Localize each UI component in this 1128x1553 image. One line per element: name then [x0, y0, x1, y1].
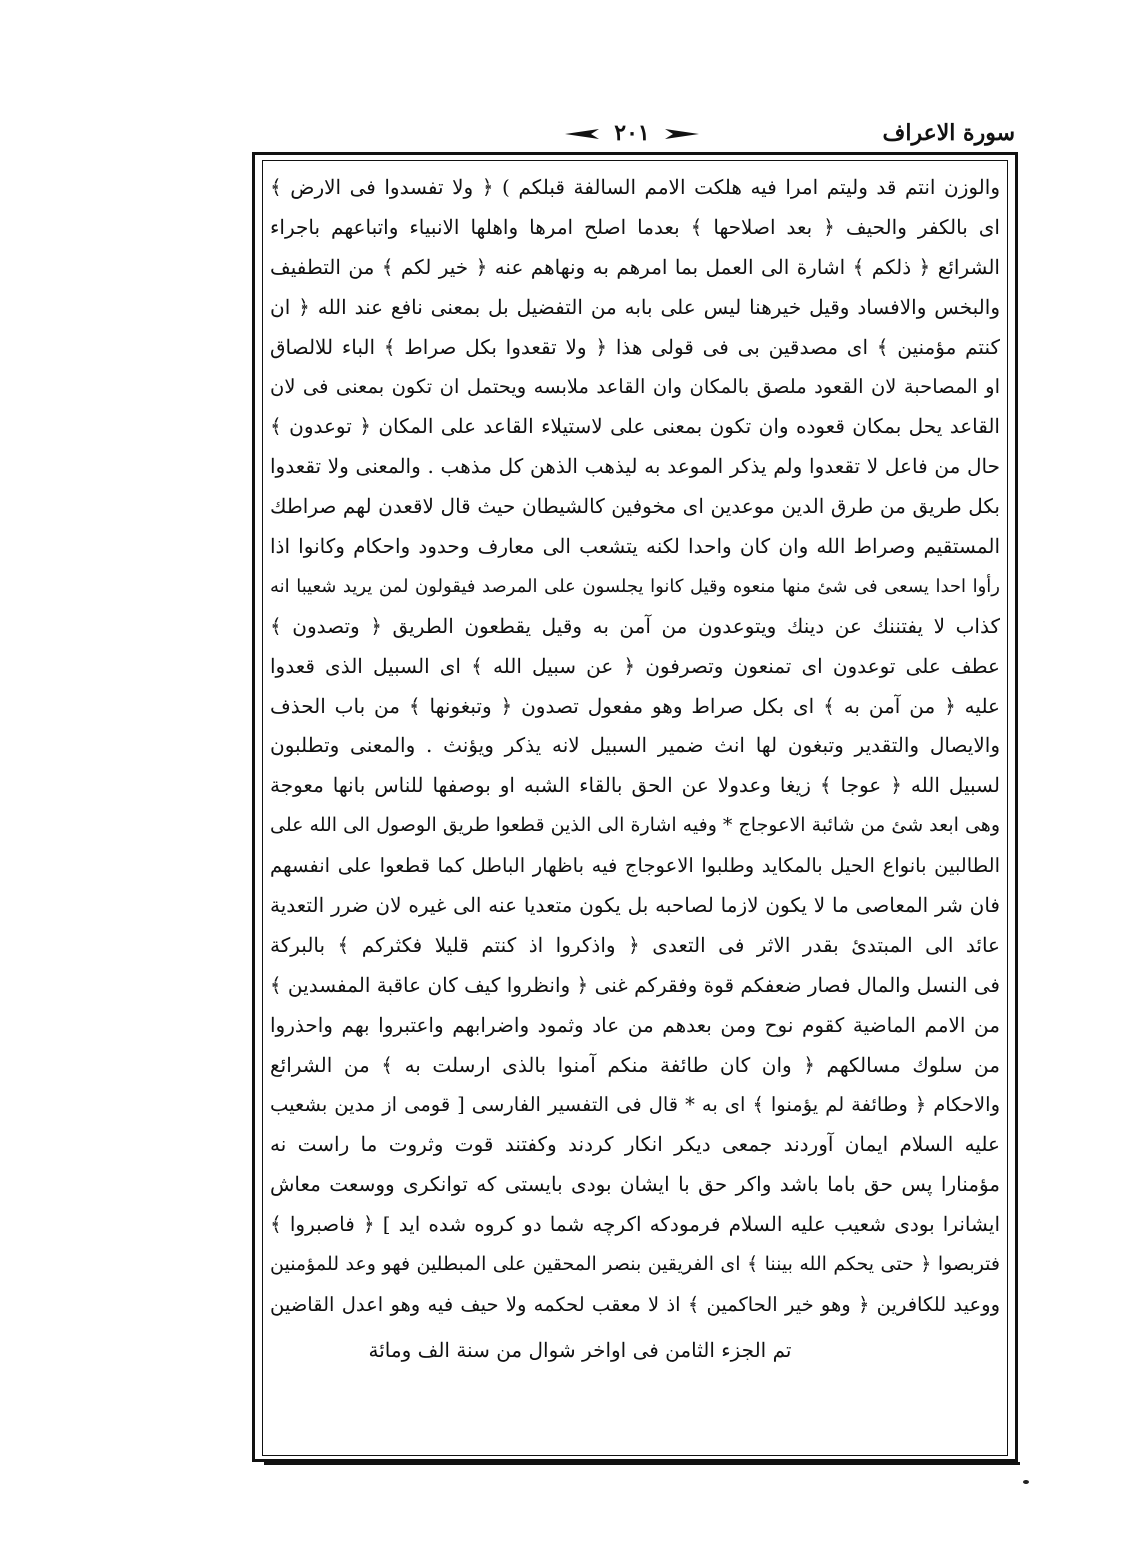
text-line: ايشانرا بودى شعيب عليه السلام فرمودكه اكرچه شما دو كروه شده ايد ] ﴿ فاصبروا ﴾ — [270, 1212, 1000, 1237]
text-line: وهى ابعد شئ من شائبة الاعوجاج * وفيه اشارة الى الذين قطعوا طريق الوصول الى الله على — [270, 814, 1000, 837]
text-line: من سلوك مسالكهم ﴿ وان كان طائفة منكم آمنوا بالذى ارسلت به ﴾ من الشرائع — [270, 1052, 1000, 1077]
text-line: او المصاحبة لان القعود ملصق بالمكان وان القاعد ملابسه ويحتمل ان تكون بمعنى فى لان — [270, 375, 1000, 399]
text-line: الطالبين بانواع الحيل بالمكايد وطلبوا الاعوجاج فيه باظهار الباطل كما قطعوا على انفسهم — [270, 854, 1000, 878]
text-line: المستقيم وصراط الله وان كان واحدا لكنه يتشعب الى معارف وحدود واحكام وكانوا اذا — [270, 534, 1000, 559]
text-line: فان شر المعاصى ما لا يكون لازما لصاحبه بل يكون متعديا عنه الى غيره لان ضرر التعدية — [270, 893, 1000, 918]
text-line: كنتم مؤمنين ﴾ اى مصدقين بى فى قولى هذا ﴿ ولا تقعدوا بكل صراط ﴾ الباء للالصاق — [270, 334, 1000, 359]
text-line: والوزن انتم قد وليتم امرا فيه هلكت الامم السالفة قبلكم ) ﴿ ولا تفسدوا فى الارض ﴾ — [270, 175, 1000, 199]
text-line: بكل طريق من طرق الدين موعدين اى مخوفين كالشيطان حيث قال لاقعدن لهم صراطك — [270, 494, 1000, 519]
page-header — [255, 118, 1015, 154]
bottom-rule — [264, 1462, 1020, 1465]
text-line: اى بالكفر والحيف ﴿ بعد اصلاحها ﴾ بعدما اصلح امرها واهلها الانبياء واتباعهم باجراء — [270, 214, 1000, 239]
closing-colophon: تم الجزء الثامن فى اواخر شوال من سنة الف ومائة — [368, 1338, 792, 1362]
text-line: من الامم الماضية كقوم نوح ومن بعدهم من عاد وثمود واضرابهم واعتبروا بهم واحذروا — [270, 1012, 1000, 1037]
text-line: عليه ﴿ من آمن به ﴾ اى بكل صراط وهو مفعول تصدون ﴿ وتبغونها ﴾ من باب الحذف — [270, 693, 1000, 718]
text-line: والبخس والافساد وقيل خيرهنا ليس على بابه من التفضيل بل بمعنى نافع عند الله ﴿ ان — [270, 294, 1000, 319]
text-line: عليه السلام ايمان آوردند جمعى ديكر انكار كردند وكفتند قوت وثروت ما راست نه — [270, 1132, 1000, 1157]
text-line: رأوا احدا يسعى فى شئ منها منعوه وقيل كانوا يجلسون على المرصد فيقولون لمن يريد شعيبا انه — [270, 575, 1000, 597]
body-text — [270, 168, 1000, 1325]
text-line: عطف على توعدون اى تمنعون وتصرفون ﴿ عن سبيل الله ﴾ اى السبيل الذى قعدوا — [270, 653, 1000, 678]
text-line: مؤمنارا پس حق باما باشد واكر حق با ايشان بودى بايستى كه توانكرى ووسعت معاش — [270, 1172, 1000, 1197]
text-line: القاعد يحل بمكان قعوده وان تكون بمعنى على لاستيلاء القاعد على المكان ﴿ توعدون ﴾ — [270, 414, 1000, 439]
text-line: الشرائع ﴿ ذلكم ﴾ اشارة الى العمل بما امرهم به ونهاهم عنه ﴿ خير لكم ﴾ من التطفيف — [270, 254, 1000, 279]
text-line: حال من فاعل لا تقعدوا ولم يذكر الموعد به ليذهب الذهن كل مذهب . والمعنى ولا تقعدوا — [270, 454, 1000, 479]
chapter-title: سورة الاعراف — [882, 120, 1015, 146]
ink-mark — [1023, 1480, 1029, 1484]
text-line: والاحكام ﴿ وطائفة لم يؤمنوا ﴾ اى به * قال فى التفسير الفارسى [ قومى از مدين بشعيب — [270, 1093, 1000, 1117]
text-line: فى النسل والمال فصار ضعفكم قوة وفقركم غنى ﴿ وانظروا كيف كان عاقبة المفسدين ﴾ — [270, 972, 1000, 997]
text-line: فتربصوا ﴿ حتى يحكم الله بيننا ﴾ اى الفريقين بنصر المحقين على المبطلين فهو وعد للمؤمنين — [270, 1253, 1000, 1276]
text-line: عائد الى المبتدئ بقدر الاثر فى التعدى ﴿ واذكروا اذ كنتم قليلا فكثركم ﴾ بالبركة — [270, 932, 1000, 957]
page-number-block — [567, 118, 697, 152]
text-line: والايصال والتقدير وتبغون لها انث ضمير السبيل لانه يذكر ويؤنث . والمعنى وتطلبون — [270, 733, 1000, 758]
page-number: ٢٠١ — [614, 120, 650, 146]
text-line: لسبيل الله ﴿ عوجا ﴾ زيغا وعدولا عن الحق بالقاء الشبه او بوصفها للناس بانها معوجة — [270, 773, 1000, 798]
text-line: ووعيد للكافرين ﴿ وهو خير الحاكمين ﴾ اذ لا معقب لحكمه ولا حيف فيه وهو اعدل القاضين — [270, 1292, 1000, 1316]
ornament-right-icon — [665, 129, 699, 139]
text-line: كذاب لا يفتننك عن دينك ويتوعدون من آمن به وقيل يقطعون الطريق ﴿ وتصدون ﴾ — [270, 613, 1000, 638]
